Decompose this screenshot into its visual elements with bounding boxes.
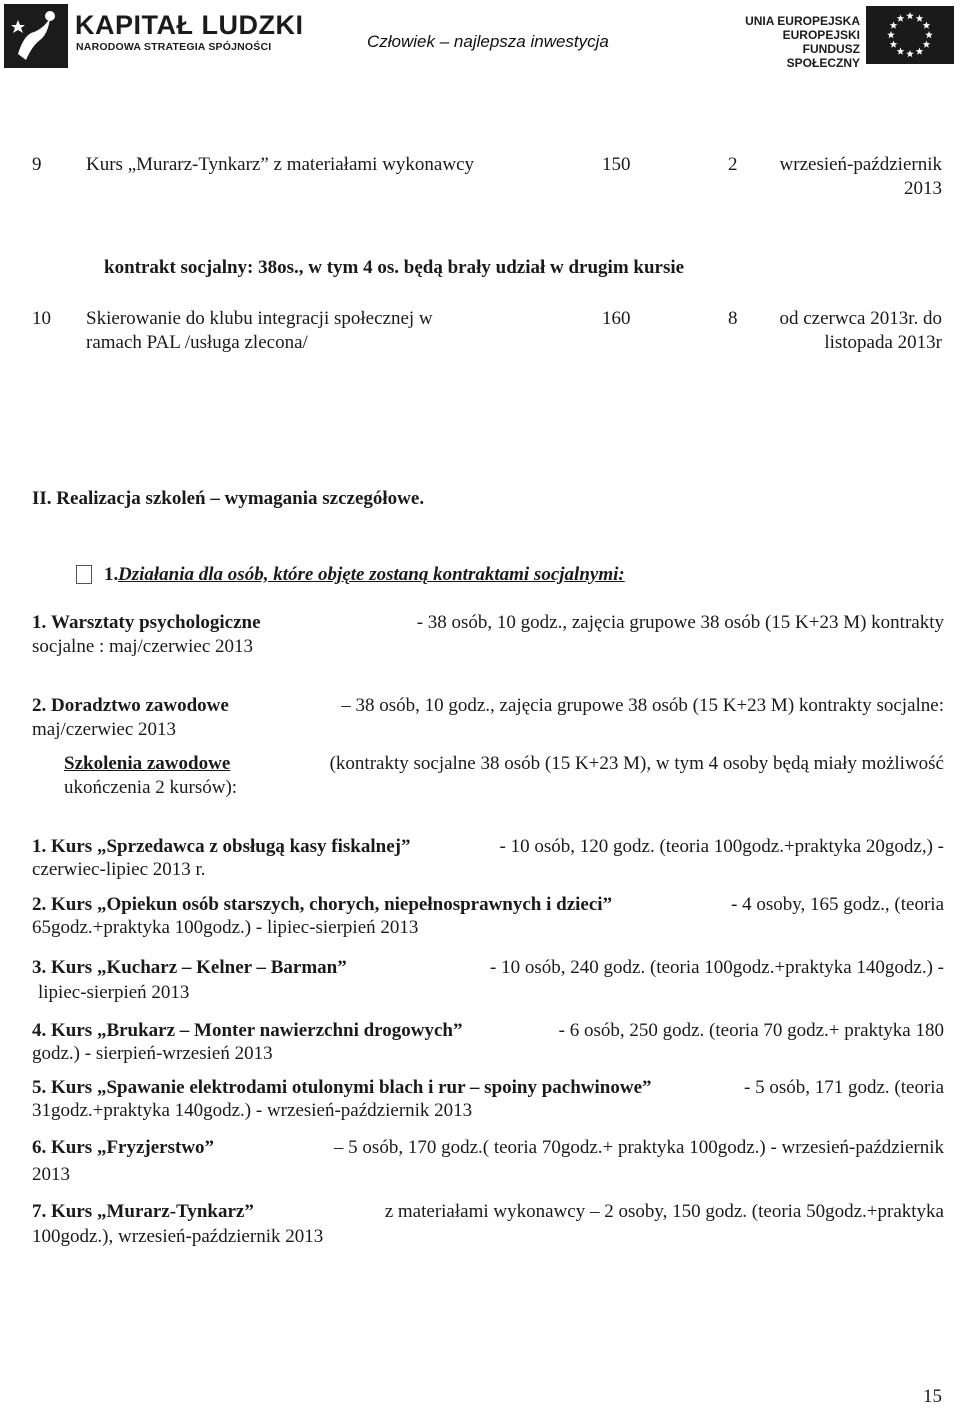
course-name: „Fryzjerstwo” <box>96 1137 215 1158</box>
course-details: - 5 osób, 171 godz. (teoria <box>744 1077 944 1098</box>
activity-name: Doradztwo zawodowe <box>51 695 229 716</box>
row-name-line2: ramach PAL /usługa zlecona/ <box>86 332 308 353</box>
activity-details: – 38 osób, 10 godz., zajęcia grupowe 38 osób (15 K+23 M) kontrakty socjalne: <box>341 695 944 716</box>
course-name: „Opiekun osób starszych, chorych, niepełnosprawnych i dzieci” <box>96 894 613 915</box>
course-name: „Sprzedawca z obsługą kasy fiskalnej” <box>96 836 411 857</box>
trainings-label: Szkolenia zawodowe <box>64 753 231 774</box>
course-line2: 2013 <box>32 1164 70 1185</box>
activity-line2: maj/czerwiec 2013 <box>32 719 177 740</box>
row-count: 8 <box>728 308 738 329</box>
missing-glyph-icon <box>76 565 92 584</box>
course-details: - 10 osób, 240 godz. (teoria 100godz.+praktyka 140godz.) - <box>490 957 944 978</box>
row-date-line2: 2013 <box>904 178 942 199</box>
course-details: - 10 osób, 120 godz. (teoria 100godz.+praktyka 20godz,) - <box>499 836 944 857</box>
activity-heading: 2. Doradztwo zawodowe <box>32 695 229 716</box>
list-item <box>32 1077 944 1122</box>
course-details: - 6 osób, 250 godz. (teoria 70 godz.+ praktyka 180 <box>558 1020 944 1041</box>
page-number: 15 <box>923 1386 942 1407</box>
row-date-line1: wrzesień-październik <box>779 154 942 175</box>
logo-left-title: KAPITAŁ LUDZKI <box>75 10 304 40</box>
trainings-intro-line1 <box>64 753 944 775</box>
activity-line1 <box>32 695 944 717</box>
row-count: 2 <box>728 154 738 175</box>
list-item <box>32 1201 944 1248</box>
trainings-intro-line2: ukończenia 2 kursów): <box>64 777 238 798</box>
course-name: „Murarz-Tynkarz” <box>96 1201 254 1222</box>
row-date-line2: listopada 2013r <box>824 332 942 353</box>
course-heading: 5. Kurs „Spawanie elektrodami otulonymi blach i rur – spoiny pachwinowe” <box>32 1077 652 1098</box>
course-line2: 65godz.+praktyka 100godz.) - lipiec-sierpień 2013 <box>32 917 419 938</box>
course-line2: 31godz.+praktyka 140godz.) - wrzesień-październik 2013 <box>32 1100 473 1121</box>
table-note: kontrakt socjalny: 38os., w tym 4 os. będą brały udział w drugim kursie <box>104 257 685 278</box>
course-details: – 5 osób, 170 godz.( teoria 70godz.+ praktyka 100godz.) - wrzesień-październik <box>333 1137 944 1158</box>
activity-heading: 1. Warsztaty psychologiczne <box>32 612 261 633</box>
row-number: 9 <box>32 154 42 175</box>
course-name: „Kucharz – Kelner – Barman” <box>96 957 347 978</box>
logo-right-line2: EUROPEJSKI <box>782 28 860 42</box>
logo-left-subtitle: NARODOWA STRATEGIA SPÓJNOŚCI <box>76 41 272 53</box>
eu-flag-icon <box>866 6 954 64</box>
list-item <box>32 957 944 1004</box>
logo-right-line3: FUNDUSZ SPOŁECZNY <box>786 42 860 70</box>
row-hours: 160 <box>602 308 631 329</box>
list-item <box>32 1137 944 1186</box>
course-heading: 6. Kurs „Fryzjerstwo” <box>32 1137 215 1158</box>
logo-right-line1: UNIA EUROPEJSKA <box>745 14 860 28</box>
slogan: Człowiek – najlepsza inwestycja <box>367 32 609 51</box>
course-line2: lipiec-sierpień 2013 <box>38 982 190 1003</box>
course-heading: 1. Kurs „Sprzedawca z obsługą kasy fiskalnej” <box>32 836 411 857</box>
row-number: 10 <box>32 308 51 329</box>
course-line2: godz.) - sierpień-wrzesień 2013 <box>32 1043 273 1064</box>
course-heading: 7. Kurs „Murarz-Tynkarz” <box>32 1201 254 1222</box>
activity-name: Warsztaty psychologiczne <box>51 612 261 633</box>
row-date-line1: od czerwca 2013r. do <box>779 308 942 329</box>
list-item <box>32 1020 944 1065</box>
course-details: - 4 osoby, 165 godz., (teoria <box>731 894 944 915</box>
list-item <box>32 836 944 881</box>
course-line2: 100godz.), wrzesień-październik 2013 <box>32 1226 324 1247</box>
course-name: „Spawanie elektrodami otulonymi blach i rur – spoiny pachwinowe” <box>96 1077 652 1098</box>
course-name: „Brukarz – Monter nawierzchni drogowych” <box>96 1020 463 1041</box>
course-details: z materiałami wykonawcy – 2 osoby, 150 godz. (teoria 50godz.+praktyka <box>384 1201 944 1222</box>
activity-line2: socjalne : maj/czerwiec 2013 <box>32 636 254 657</box>
list-item <box>32 894 944 939</box>
trainings-details: (kontrakty socjalne 38 osób (15 K+23 M), w tym 4 osoby będą miały możliwość <box>329 753 944 774</box>
course-heading: 4. Kurs „Brukarz – Monter nawierzchni drogowych” <box>32 1020 463 1041</box>
row-name: Kurs „Murarz-Tynkarz” z materiałami wykonawcy <box>86 154 474 175</box>
activity-details: - 38 osób, 10 godz., zajęcia grupowe 38 osób (15 K+23 M) kontrakty <box>416 612 944 633</box>
course-line2: czerwiec-lipiec 2013 r. <box>32 859 206 880</box>
subsection-number: 1. <box>104 564 119 585</box>
row-name-line1: Skierowanie do klubu integracji społecznej w <box>86 308 433 329</box>
course-heading: 2. Kurs „Opiekun osób starszych, chorych, niepełnosprawnych i dzieci” <box>32 894 613 915</box>
kapital-ludzki-logo-icon <box>4 4 68 68</box>
course-heading: 3. Kurs „Kucharz – Kelner – Barman” <box>32 957 347 978</box>
subsection-title: Działania dla osób, które objęte zostaną kontraktami socjalnymi: <box>118 564 625 585</box>
row-hours: 150 <box>602 154 631 175</box>
activity-line1 <box>32 612 944 634</box>
section-heading: II. Realizacja szkoleń – wymagania szczegółowe. <box>32 488 425 509</box>
